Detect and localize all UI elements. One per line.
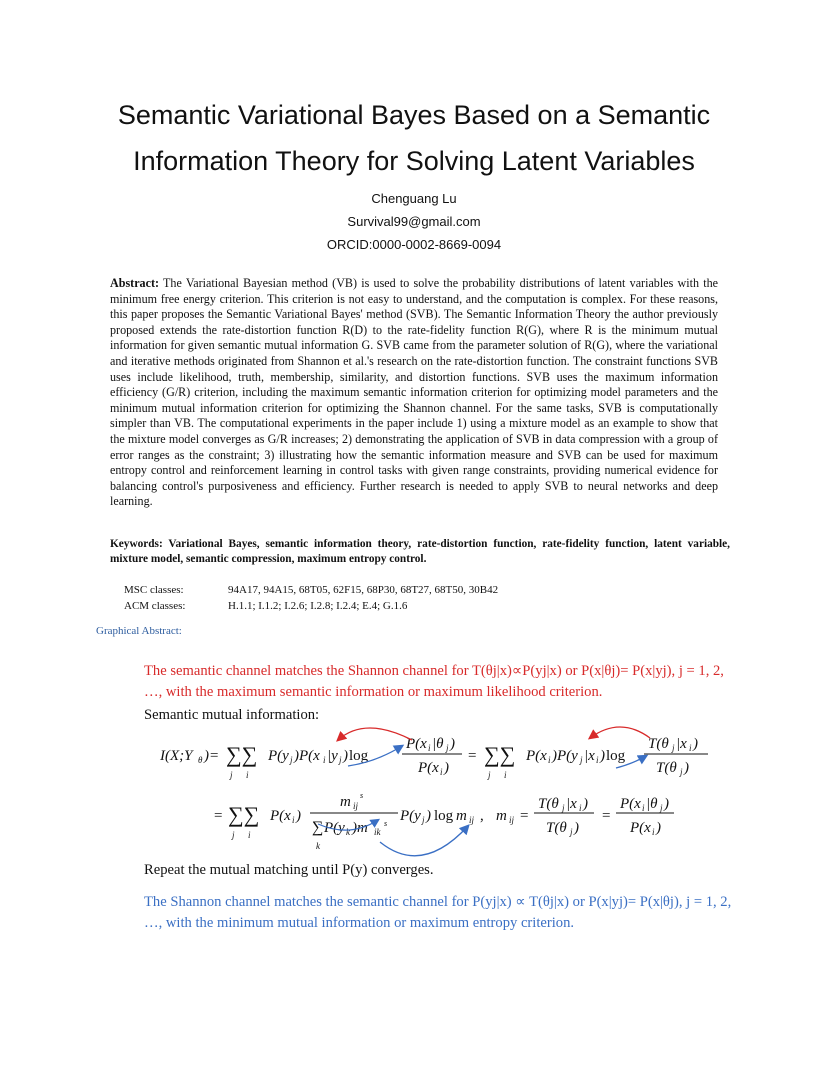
ga-shannon-channel-text: The Shannon channel matches the semantic channel for P(yj|x) ∝ T(θj|x) or P(x|yj)= P(x|θj), j = 1, 2, …, with the minimum mutual information or maximum entropy criterion. [144, 894, 732, 931]
svg-text:j: j [680, 767, 683, 777]
svg-text:T(θ: T(θ [648, 736, 669, 752]
svg-text:i: i [323, 755, 326, 765]
svg-text:i: i [440, 767, 443, 777]
svg-text:=: = [602, 808, 611, 824]
abstract-text: The Variational Bayesian method (VB) is used to solve the probability distributions of latent variables with the minimum free energy criterion. This criterion is not easy to understand, and the computation is complex. For these reasons, this paper proposes the Semantic Variational Bayes' method (SVB). The Semantic Information Theory the author previously proposed extends the rate-distortion function R(D) to the rate-fidelity function R(G), where R is the minimum mutual information for given semantic mutual information G. SVB came from the parameter solution of R(G), where the variational and iterative methods originated from Shannon et al.'s research on the rate-distortion function. The constraint functions SVB uses include likelihood, truth, membership, similarity, and distortion functions. SVB uses the maximum information efficiency (G/R) criterion, including the maximum semantic information criterion for optimizing model parameters and the minimum mutual information criterion for optimizing the Shannon channel. For the same tasks, SVB is computationally simpler than VB. The computational experiments in the paper include 1) using a mixture model as an example to show that the mixture model converges as G/R increases; 2) demonstrating the application of SVB in data compression with a group of error ranges as the constraint; 3) illustrating how the semantic information measure and SVB can be used for maximum entropy control and reinforcement learning in control tasks with given range constraints, providing numerical evidence for balancing control's purposiveness and efficiency. Further research is needed to apply SVB to neural networks and deep learning. [110, 276, 719, 509]
author-email: Survival99@gmail.com [347, 214, 481, 229]
acm-value: H.1.1; I.1.2; I.2.6; I.2.8; I.2.4; E.4; G.1.6 [228, 600, 408, 612]
svg-text:k: k [346, 827, 350, 837]
svg-text:T(θ: T(θ [656, 760, 677, 776]
svg-text:P(x: P(x [620, 796, 641, 812]
mutual-information-formula [150, 720, 750, 870]
svg-text:j: j [339, 755, 342, 765]
svg-text:)P(x: )P(x [294, 748, 320, 764]
red-arrow-right [590, 727, 650, 738]
svg-text:i: i [642, 803, 645, 813]
svg-text:,: , [480, 808, 484, 824]
svg-text:j: j [290, 755, 293, 765]
msc-label: MSC classes: [124, 584, 184, 596]
svg-text:∑∑: ∑∑ [226, 742, 258, 767]
svg-text:log: log [434, 808, 454, 824]
svg-text:P(y: P(y [268, 748, 289, 764]
svg-text:T(θ: T(θ [546, 820, 567, 836]
svg-text:ij: ij [509, 815, 515, 825]
svg-text:|x: |x [566, 796, 577, 812]
svg-text:i: i [652, 827, 655, 837]
svg-text:ij: ij [469, 815, 475, 825]
svg-text:m: m [496, 808, 507, 824]
svg-text:): ) [664, 796, 669, 812]
svg-text:|θ: |θ [646, 796, 658, 812]
svg-text:P(x: P(x [270, 808, 291, 824]
svg-text:P(x: P(x [418, 760, 439, 776]
ga-smi-label: Semantic mutual information: [144, 707, 320, 723]
svg-text:∑∑: ∑∑ [484, 742, 516, 767]
blue-arrow-bottom [380, 826, 468, 856]
title-line-2: Information Theory for Solving Latent Variables [133, 146, 695, 176]
svg-text:m: m [340, 794, 351, 810]
svg-text:j: j [580, 755, 583, 765]
svg-text:): ) [426, 808, 431, 824]
svg-text:i: i [248, 830, 251, 840]
svg-text:i: i [548, 755, 551, 765]
keywords: Keywords: Variational Bayes, semantic information theory, rate-distortion function, rate-fidelity function, latent variable, mixture model, semantic compression, maximum entropy control. [110, 538, 730, 565]
svg-text:m: m [456, 808, 467, 824]
svg-text:θ: θ [198, 755, 203, 765]
svg-text:s: s [360, 791, 364, 800]
svg-text:j: j [562, 803, 565, 813]
svg-text:j: j [230, 770, 233, 780]
svg-text:P(x: P(x [406, 736, 427, 752]
svg-text:=: = [468, 748, 477, 764]
svg-text:=: = [214, 808, 223, 824]
svg-text:): ) [693, 736, 698, 752]
svg-text:log: log [349, 748, 369, 764]
svg-text:i: i [428, 743, 431, 753]
red-arrow-left [338, 728, 412, 740]
svg-text:s: s [384, 819, 388, 828]
svg-text:)P(y: )P(y [552, 748, 578, 764]
svg-text:i: i [292, 815, 295, 825]
svg-text:j: j [232, 830, 235, 840]
svg-text:i: i [246, 770, 249, 780]
abstract-label: Abstract: [110, 276, 160, 290]
svg-text:ik: ik [374, 827, 381, 837]
svg-text:|x: |x [676, 736, 687, 752]
svg-text:): ) [450, 736, 455, 752]
svg-text:i: i [504, 770, 507, 780]
svg-text:|y: |y [327, 748, 338, 764]
svg-text:): ) [583, 796, 588, 812]
svg-text:j: j [446, 743, 449, 753]
svg-text:P(y: P(y [324, 820, 345, 836]
graphical-abstract-label: Graphical Abstract: [96, 625, 182, 637]
svg-text:=: = [520, 808, 529, 824]
svg-text:T(θ: T(θ [538, 796, 559, 812]
svg-text:): ) [343, 748, 348, 764]
svg-text:i: i [596, 755, 599, 765]
svg-text:)m: )m [352, 820, 368, 836]
svg-text:): ) [600, 748, 605, 764]
svg-text:j: j [422, 815, 425, 825]
svg-text:log: log [606, 748, 626, 764]
abstract [110, 276, 718, 510]
svg-text:): ) [574, 820, 579, 836]
svg-text:): ) [444, 760, 449, 776]
svg-text:∑∑: ∑∑ [228, 802, 260, 827]
svg-text:P(x: P(x [630, 820, 651, 836]
paper-title [60, 92, 768, 184]
svg-text:P(x: P(x [526, 748, 547, 764]
svg-text:I(X;Y: I(X;Y [160, 748, 193, 764]
svg-text:k: k [316, 841, 320, 851]
svg-text:|x: |x [584, 748, 595, 764]
svg-text:i: i [689, 743, 692, 753]
svg-text:i: i [579, 803, 582, 813]
svg-text:j: j [488, 770, 491, 780]
svg-text:ij: ij [353, 801, 359, 811]
author-name: Chenguang Lu [371, 191, 457, 206]
svg-text:j: j [660, 803, 663, 813]
author-orcid: ORCID:0000-0002-8669-0094 [326, 237, 502, 252]
svg-text:j: j [570, 827, 573, 837]
classification-block [124, 582, 498, 614]
svg-text:)=: )= [204, 748, 220, 764]
svg-text:∑: ∑ [312, 819, 324, 836]
title-line-1: Semantic Variational Bayes Based on a Semantic [117, 100, 711, 130]
svg-text:j: j [672, 743, 675, 753]
svg-text:|θ: |θ [432, 736, 444, 752]
svg-text:): ) [296, 808, 301, 824]
ga-semantic-channel-text: The semantic channel matches the Shannon channel for T(θj|x)∝P(yj|x) or P(x|θj)= P(x|yj), j = 1, 2, …, with the maximum semantic information or maximum likelihood criterion. [144, 663, 724, 700]
ga-repeat-text: Repeat the mutual matching until P(y) converges. [144, 862, 434, 878]
svg-text:): ) [684, 760, 689, 776]
svg-text:P(y: P(y [400, 808, 421, 824]
msc-value: 94A17, 94A15, 68T05, 62F15, 68P30, 68T27, 68T50, 30B42 [228, 584, 499, 596]
svg-text:): ) [656, 820, 661, 836]
acm-label: ACM classes: [124, 600, 186, 612]
